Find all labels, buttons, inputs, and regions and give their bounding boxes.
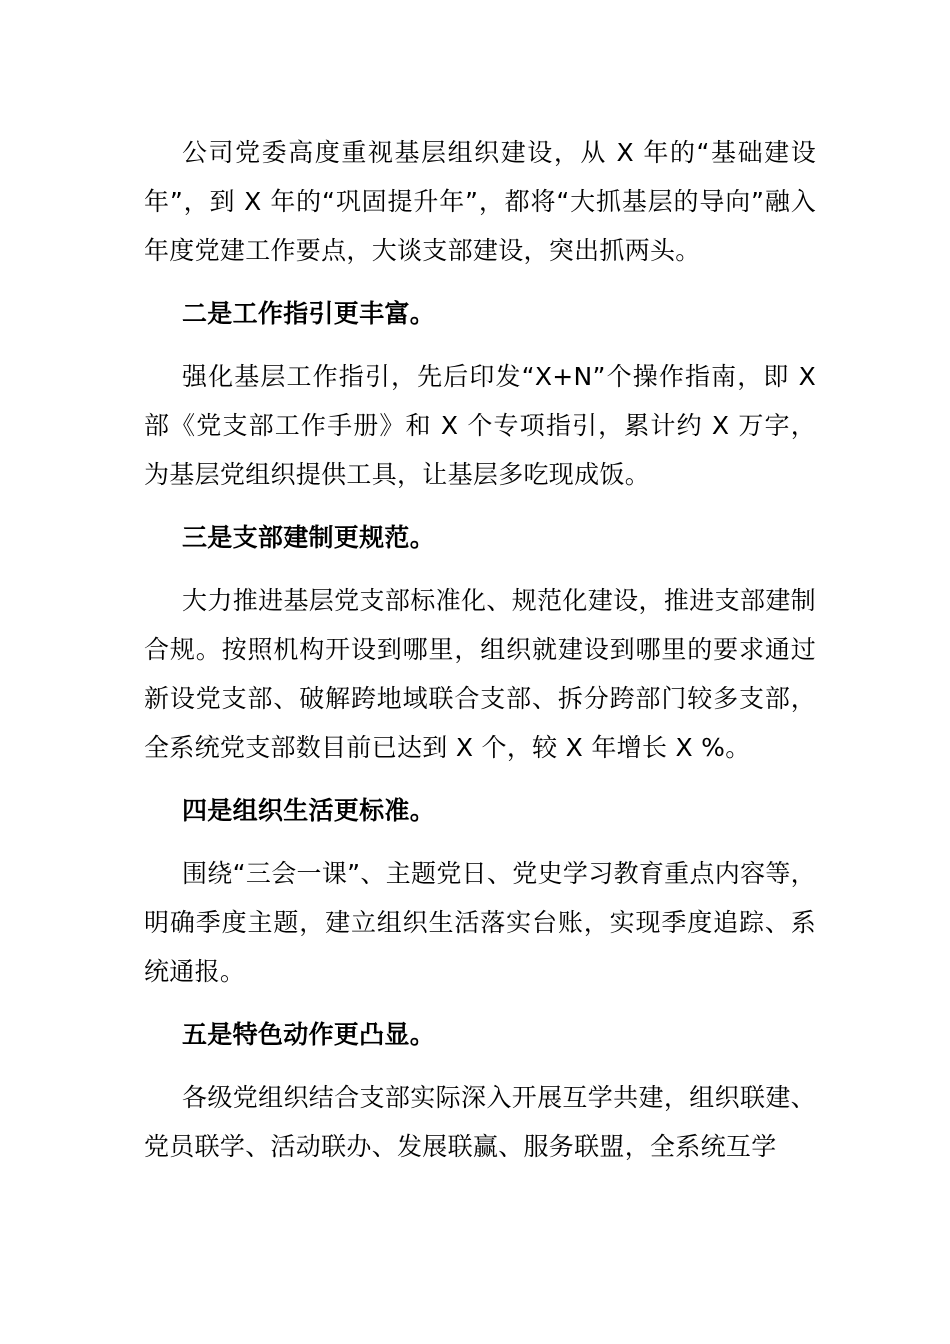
heading-work-guidance: 二是工作指引更丰富。 (182, 299, 436, 328)
heading-organization-life: 四是组织生活更标准。 (182, 796, 436, 825)
document-body (144, 128, 816, 1171)
heading-featured-actions: 五是特色动作更凸显。 (182, 1020, 436, 1049)
paragraph-organization-life: 围绕“三会一课”、主题党日、党史学习教育重点内容等，明确季度主题，建立组织生活落实台账，实现季度追踪、系统通报。 (144, 859, 816, 986)
paragraph-featured-actions: 各级党组织结合支部实际深入开展互学共建，组织联建、党员联学、活动联办、发展联赢、服务联盟，全系统互学 (144, 1083, 816, 1161)
paragraph-work-guidance: 强化基层工作指引，先后印发“X+N”个操作指南，即 X 部《党支部工作手册》和 X 个专项指引，累计约 X 万字，为基层党组织提供工具，让基层多吃现成饭。 (144, 362, 816, 489)
paragraph-intro: 公司党委高度重视基层组织建设，从 X 年的“基础建设年”，到 X 年的“巩固提升年”，都将“大抓基层的导向”融入年度党建工作要点，大谈支部建设，突出抓两头。 (144, 138, 816, 265)
paragraph-branch-standard: 大力推进基层党支部标准化、规范化建设，推进支部建制合规。按照机构开设到哪里，组织就建设到哪里的要求通过新设党支部、破解跨地域联合支部、拆分跨部门较多支部，全系统党支部数目前已达到 X 个，较 X 年增长 X %。 (144, 586, 816, 762)
heading-branch-standard: 三是支部建制更规范。 (182, 523, 436, 552)
